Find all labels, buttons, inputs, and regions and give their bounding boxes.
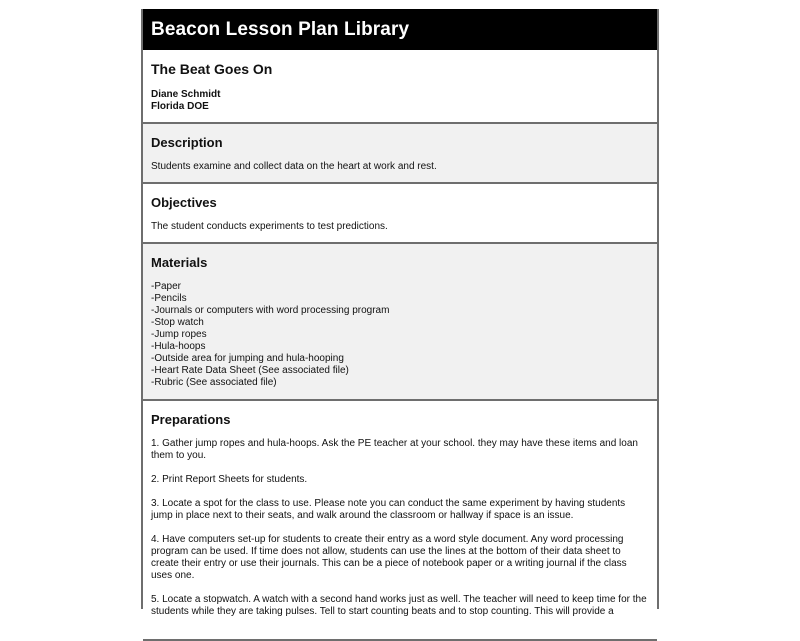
materials-section: [143, 244, 657, 401]
preparations-section: [143, 401, 657, 641]
description-section: [143, 124, 657, 184]
materials-item: -Stop watch: [151, 317, 204, 328]
materials-item: -Outside area for jumping and hula-hooping: [151, 353, 344, 364]
preparation-step: 5. Locate a stopwatch. A watch with a second hand works just as well. The teacher will need to keep time for the students while they are taking pulses. Tell to start counting beats and to stop counting. This will provide a: [151, 594, 647, 617]
site-title: Beacon Lesson Plan Library: [151, 18, 410, 40]
lesson-header-section: [143, 50, 657, 124]
description-heading: Description: [151, 135, 223, 150]
objectives-text: The student conducts experiments to test predictions.: [151, 221, 388, 232]
preparation-step: 4. Have computers set-up for students to create their entry as a word style document. Any word processing program can be used. If time does not allow, students can use the lines at the bottom of their data sheet to create their entry or use their journals. This can be a piece of notebook paper or a writing journal if the class uses one.: [151, 534, 627, 581]
objectives-section: [143, 184, 657, 244]
description-text: Students examine and collect data on the heart at work and rest.: [151, 161, 437, 172]
materials-item: -Heart Rate Data Sheet (See associated file): [151, 365, 349, 376]
lesson-organization: Florida DOE: [151, 101, 209, 112]
materials-item: -Paper: [151, 281, 182, 292]
preparation-step: 2. Print Report Sheets for students.: [151, 474, 308, 485]
materials-item: -Hula-hoops: [151, 341, 206, 352]
preparations-heading: Preparations: [151, 412, 231, 427]
preparation-step: 3. Locate a spot for the class to use. Please note you can conduct the same experiment by having students jump in place next to their seats, and walk around the classroom or hallway if space is an issue.: [151, 498, 626, 521]
materials-heading: Materials: [151, 255, 208, 270]
site-banner: [143, 9, 657, 50]
materials-item: -Pencils: [151, 293, 187, 304]
preparation-step: 1. Gather jump ropes and hula-hoops. Ask the PE teacher at your school. they may have these items and loan them to you.: [151, 438, 638, 461]
objectives-heading: Objectives: [151, 195, 217, 210]
lesson-plan-page: [141, 9, 659, 617]
materials-item: -Rubric (See associated file): [151, 377, 277, 388]
materials-item: -Jump ropes: [151, 329, 207, 340]
lesson-title: The Beat Goes On: [151, 61, 273, 77]
lesson-author: Diane Schmidt: [151, 89, 221, 100]
materials-item: -Journals or computers with word processing program: [151, 305, 390, 316]
